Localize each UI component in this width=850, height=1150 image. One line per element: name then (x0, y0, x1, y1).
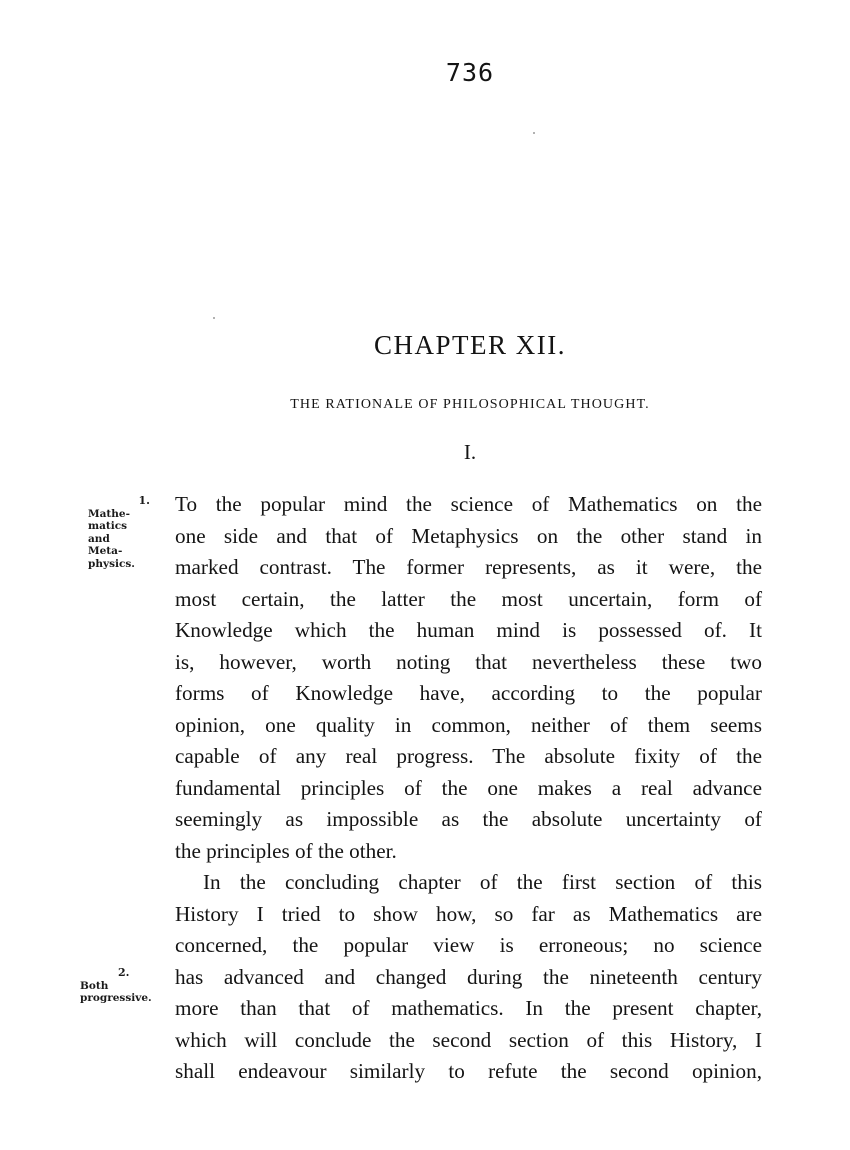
margin-note-number: 1. (138, 494, 150, 507)
margin-note-line: matics and (88, 520, 128, 545)
print-speck (533, 132, 535, 134)
text-line: To the popular mind the science of Mathematics on the (175, 492, 762, 516)
text-line: opinion, one quality in common, neither of them seems (175, 712, 762, 737)
text-line: is, however, worth noting that nevertheless these two (175, 649, 762, 674)
text-line: seemingly as impossible as the absolute uncertainty of (175, 807, 762, 831)
text-line: marked contrast. The former represents, as it were, the (175, 555, 762, 579)
margin-note-mathematics-and-metaphysics (88, 495, 150, 570)
text-line: the principles of the other. (175, 838, 397, 863)
text-line: forms of Knowledge have, according to the popular (175, 681, 762, 705)
chapter-heading: CHAPTER XII. (374, 330, 566, 361)
body-text (175, 489, 762, 1088)
text-line: more than that of mathematics. In the present chapter, (175, 996, 762, 1020)
section-number: I. (463, 440, 477, 464)
text-line: has advanced and changed during the nineteenth century (175, 964, 762, 989)
margin-note-line: Both (80, 979, 109, 992)
margin-note-both-progressive (80, 967, 170, 1005)
text-line: concerned, the popular view is erroneous; no science (175, 933, 762, 957)
text-line: capable of any real progress. The absolute fixity of the (175, 744, 762, 768)
text-line: one side and that of Metaphysics on the other stand in (175, 523, 762, 548)
text-line: shall endeavour similarly to refute the second opinion, (175, 1059, 762, 1083)
text-line: most certain, the latter the most uncertain, form of (175, 586, 762, 611)
text-line: History I tried to show how, so far as Mathematics are (175, 901, 762, 926)
text-line: Knowledge which the human mind is possessed of. It (175, 618, 762, 642)
print-speck (213, 317, 215, 319)
margin-note-line: physics. (88, 557, 135, 570)
text-line: which will conclude the second section of this History, I (175, 1027, 762, 1052)
margin-note-line: Mathe- (88, 507, 130, 520)
margin-note-line: Meta- (88, 545, 123, 557)
margin-note-line: progressive. (80, 992, 152, 1004)
chapter-subtitle: THE RATIONALE OF PHILOSOPHICAL THOUGHT. (290, 396, 650, 412)
margin-note-number: 2. (118, 966, 130, 979)
text-line: fundamental principles of the one makes a real advance (175, 775, 762, 800)
page-number: 736 (445, 58, 495, 87)
text-line: In the concluding chapter of the first section of this (203, 870, 762, 894)
